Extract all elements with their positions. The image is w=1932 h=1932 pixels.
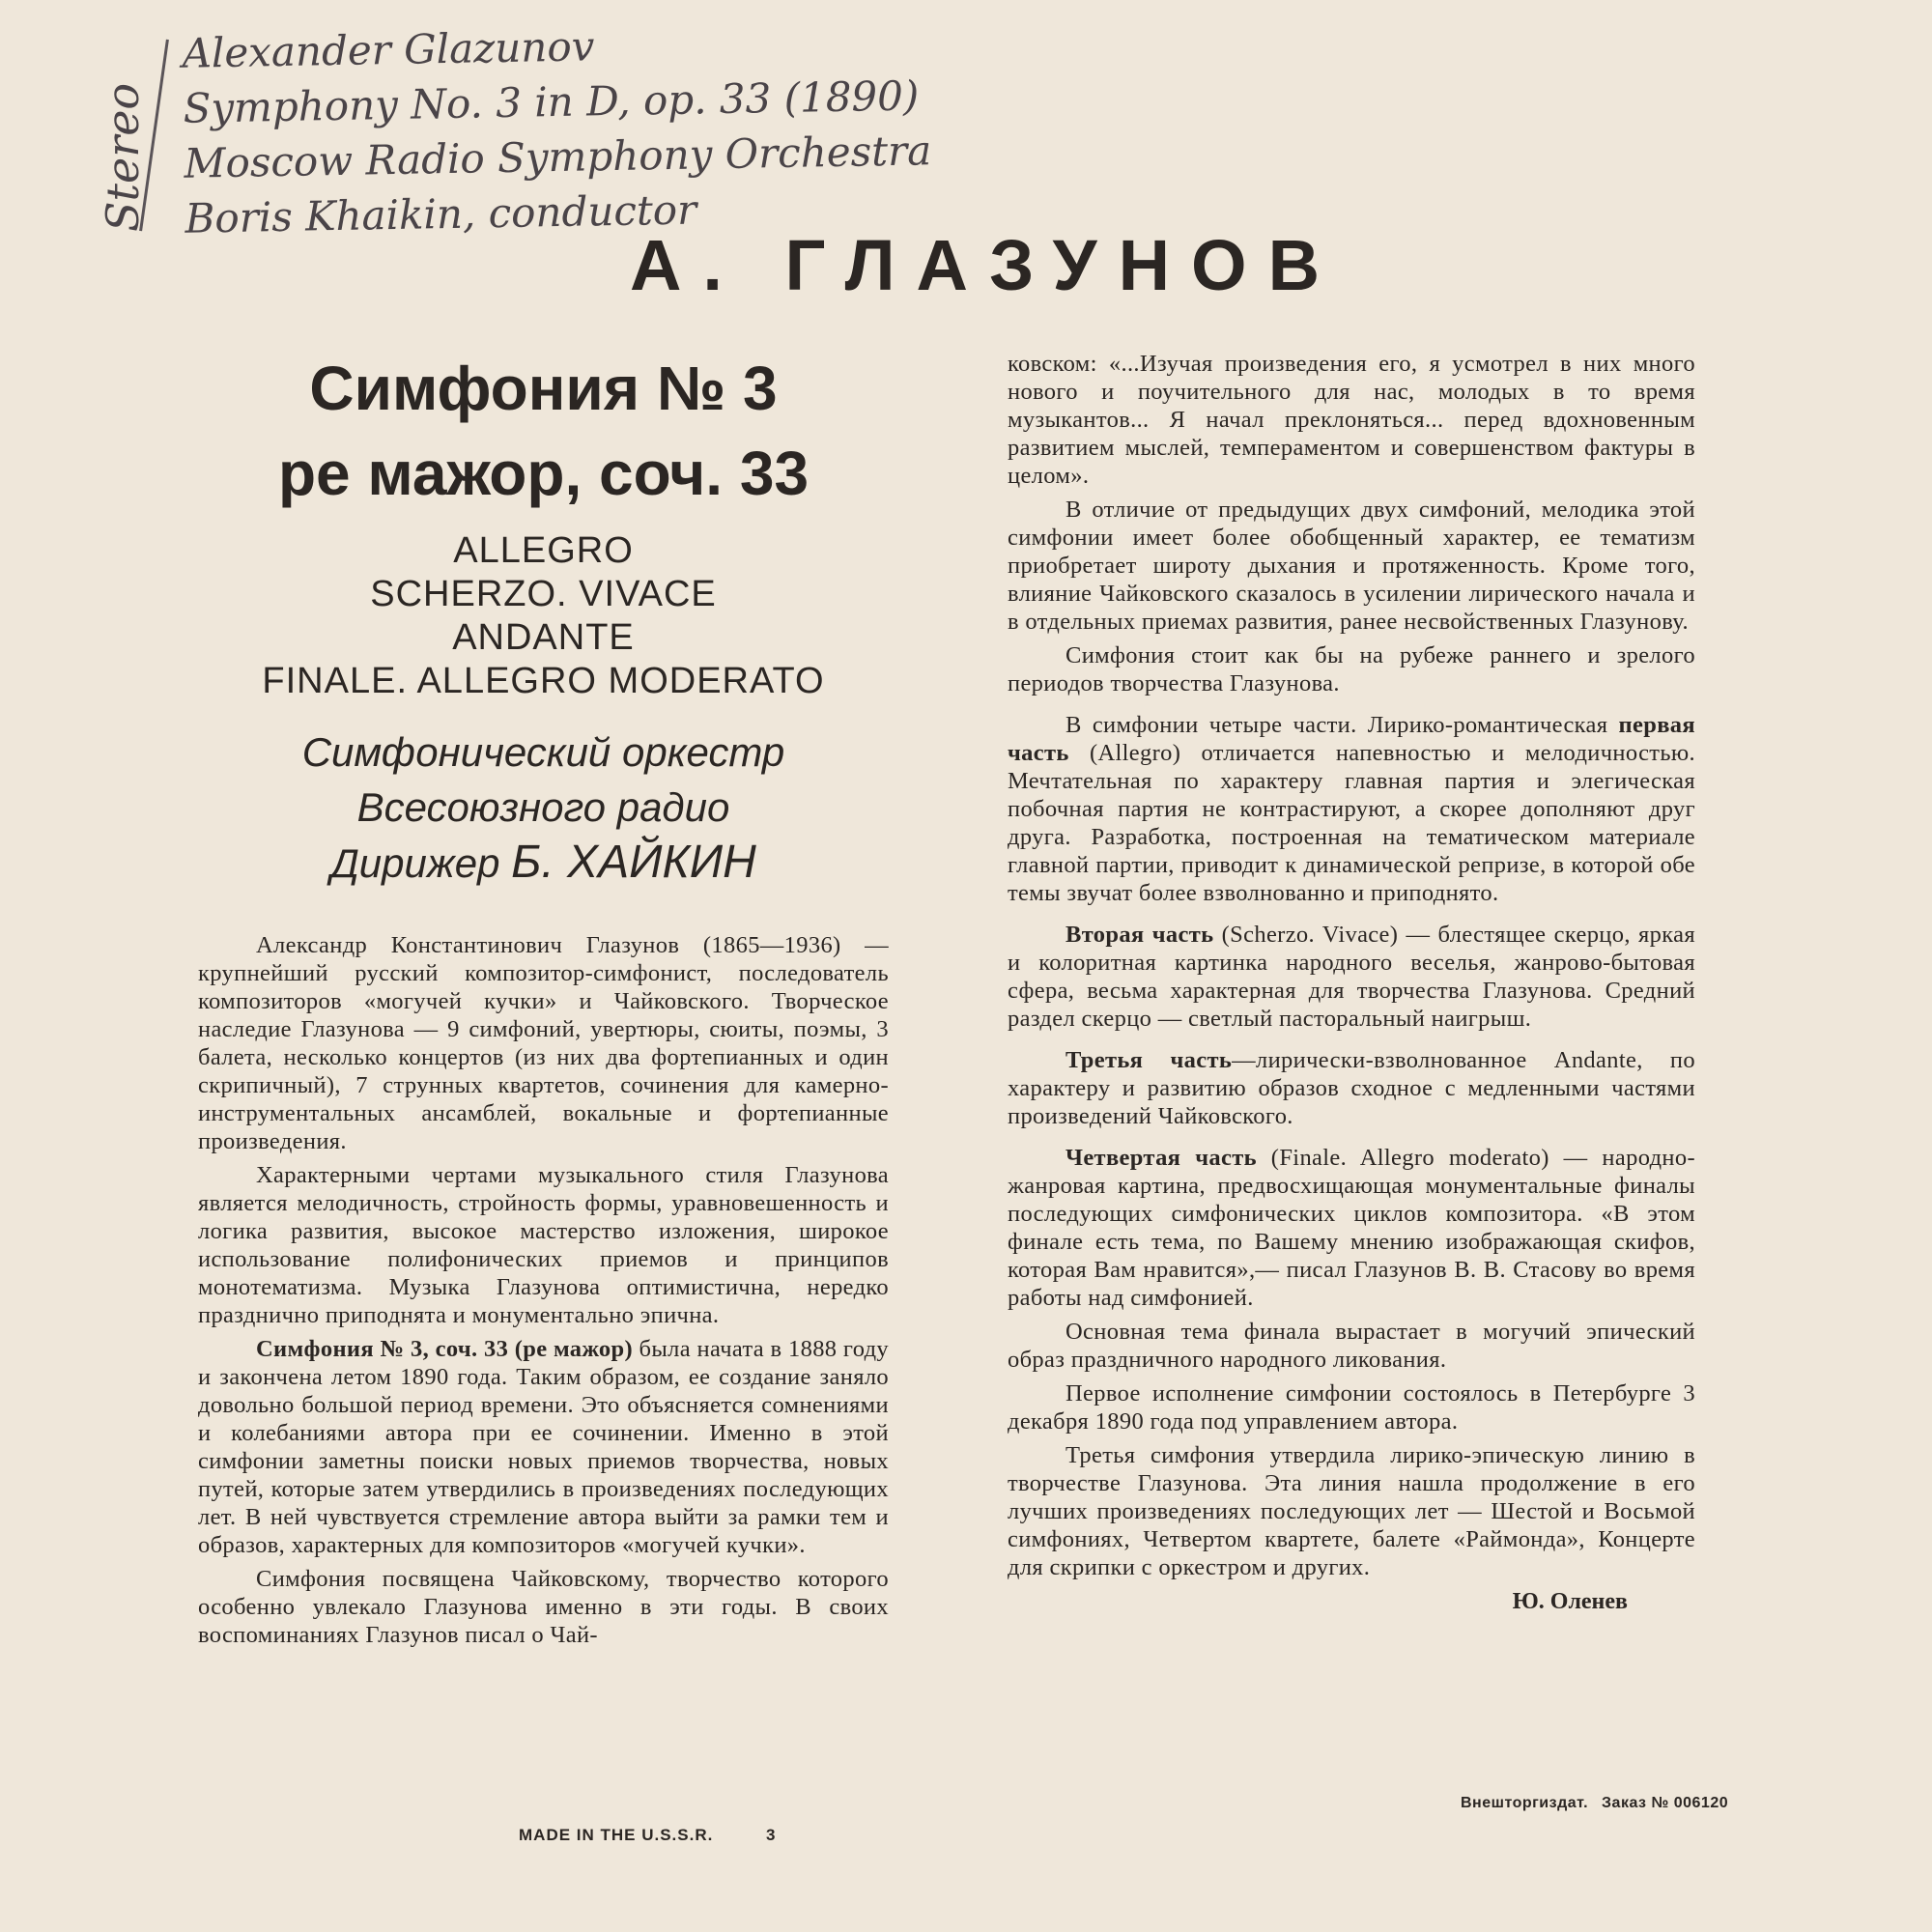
orchestra-line: Симфонический оркестр — [301, 729, 785, 775]
made-in-label: MADE IN THE U.S.S.R. — [519, 1826, 714, 1844]
paragraph: ковском: «...Изучая произведения его, я усмотрел в них много нового и поучительного для нас, молодых в то время музыкантов... Я начал преклоняться... перед вдохновенным развитием мыслей, темпераментом и совершенством фактуры в целом». — [1008, 351, 1695, 489]
bold-phrase: Третья часть — [1065, 1047, 1233, 1073]
paragraph: Симфония посвящена Чайковскому, творчество которого особенно увлекало Глазунова именно в эти годы. В своих воспоминаниях Глазунов писал о Чай- — [198, 1566, 889, 1648]
movement-item: ALLEGRO — [453, 530, 634, 571]
work-title-line: Симфония № 3 — [309, 354, 778, 423]
handwritten-line: Boris Khaikin, conductor — [185, 185, 697, 242]
movement-item: FINALE. ALLEGRO MODERATO — [262, 661, 825, 701]
paragraph: Вторая часть (Scherzo. Vivace) — блестящее скерцо, яркая и колоритная картинка народного веселья, жанрово-бытовая сфера, весьма характерная для творчества Глазунова. Средний раздел скерцо — светлый пасторальный наигрыш. — [1008, 922, 1695, 1032]
handwritten-annotation — [182, 13, 933, 245]
paragraph: В отличие от предыдущих двух симфоний, мелодика этой симфонии имеет более обобщенный характер, ее тематизм приобретает широту дыхания и протяженность. Кроме того, влияние Чайковского сказалось в усилении лирического начала и в отдельных приемах развития, ранее несвойственных Глазунову. — [1008, 497, 1695, 635]
paragraph: Третья часть—лирически-взволнованное Andante, по характеру и развитию образов сходное с медленными частями произведений Чайковского. — [1008, 1047, 1695, 1129]
bold-phrase: Четвертая часть — [1065, 1145, 1257, 1171]
work-title-line: ре мажор, соч. 33 — [277, 439, 810, 508]
paragraph: Симфония стоит как бы на рубеже раннего и зрелого периодов творчества Глазунова. — [1008, 642, 1695, 696]
paragraph: В симфонии четыре части. Лирико-романтическая первая часть (Allegro) отличается напевностью и мелодичностью. Мечтательная по характеру главная партия и элегическая побочная партия не контрастируют, а скорее дополняют друг друга. Разработка, построенная на тематическом материале главной партии, приводит к динамической репризе, в которой обе темы звучат более взволнованно и приподнято. — [1008, 712, 1695, 906]
page-number: 3 — [766, 1826, 776, 1844]
paragraph: Характерными чертами музыкального стиля Глазунова является мелодичность, стройность формы, уравновешенность и логика развития, высокое мастерство изложения, широкое использование полифонических приемов и принципов монотематизма. Музыка Глазунова оптимистична, нередко празднично приподнята и монументально эпична. — [198, 1162, 889, 1328]
movement-item: SCHERZO. VIVACE — [370, 574, 717, 614]
handwritten-line: Moscow Radio Symphony Orchestra — [184, 127, 932, 187]
handwritten-margin-note: Stereo — [97, 82, 149, 232]
paragraph: Третья симфония утвердила лирико-эпическую линию в творчестве Глазунова. Эта линия нашла продолжение в его лучших произведениях последующих лет — Шестой и Восьмой симфониях, Четвертом квартете, балете «Раймонда», Концерте для скрипки с оркестром и других. — [1008, 1442, 1695, 1580]
left-column — [198, 346, 889, 1649]
paragraph: Основная тема финала вырастает в могучий эпический образ праздничного народного ликования. — [1008, 1319, 1695, 1373]
movement-item: ANDANTE — [452, 617, 635, 658]
conductor-line — [140, 835, 947, 891]
liner-notes-right — [1008, 350, 1695, 1615]
bold-phrase: Вторая часть — [1065, 922, 1214, 948]
orchestra-line: Всесоюзного радио — [356, 784, 730, 830]
paragraph: Первое исполнение симфонии состоялось в Петербурге 3 декабря 1890 года под управлением автора. — [1008, 1380, 1695, 1435]
author-signature: Ю. Оленев — [1512, 1589, 1628, 1614]
paragraph: Четвертая часть (Finale. Allegro moderato) — народно-жанровая картина, предвосхищающая монументальные финалы последующих симфонических циклов композитора. «В этом финале есть тема, по Вашему мнению изображающая скифов, которая Вам нравится»,— писал Глазунов В. В. Стасову во время работы над симфонией. — [1008, 1145, 1695, 1311]
composer-heading: А. ГЛАЗУНОВ — [629, 225, 1342, 305]
order-number: Заказ № 006120 — [1602, 1795, 1729, 1811]
paragraph: Симфония № 3, соч. 33 (ре мажор) была начата в 1888 году и закончена летом 1890 года. Таким образом, ее создание заняло довольно большой период времени. Это объясняется сомнениями и колебаниями автора при ее сочинении. Именно в этой симфонии заметны поиски новых приемов творчества, новых путей, которые затем утвердились в произведениях последующих лет. В ней чувствуется стремление автора выйти за рамки тем и образов, характерных для композиторов «могучей кучки». — [198, 1336, 890, 1558]
handwritten-line: Symphony No. 3 in D, op. 33 (1890) — [183, 71, 920, 132]
conductor-label: Дирижер — [330, 840, 500, 886]
liner-notes-left — [198, 931, 889, 1649]
movement-list — [140, 529, 947, 703]
publisher-name: Внешторгиздат. — [1461, 1795, 1589, 1811]
publisher-order — [1461, 1795, 1728, 1812]
paragraph: Александр Константинович Глазунов (1865—1936) — крупнейший русский композитор-симфонист, последователь композиторов «могучей кучки» и Чайковского. Творческое наследие Глазунова — 9 симфоний, увертюры, сюиты, поэмы, 3 балета, несколько концертов (из них два фортепианных и один скрипичный), 7 струнных квартетов, сочинения для камерно-инструментальных ансамблей, вокальные и фортепианные произведения. — [198, 932, 889, 1154]
conductor-name: Б. ХАЙКИН — [511, 837, 756, 888]
handwritten-line: Alexander Glazunov — [182, 22, 595, 77]
bold-phrase: Симфония № 3, соч. 33 (ре мажор) — [256, 1336, 634, 1362]
performers — [140, 724, 947, 891]
work-title — [140, 346, 947, 516]
bold-phrase: первая часть — [1008, 712, 1695, 766]
